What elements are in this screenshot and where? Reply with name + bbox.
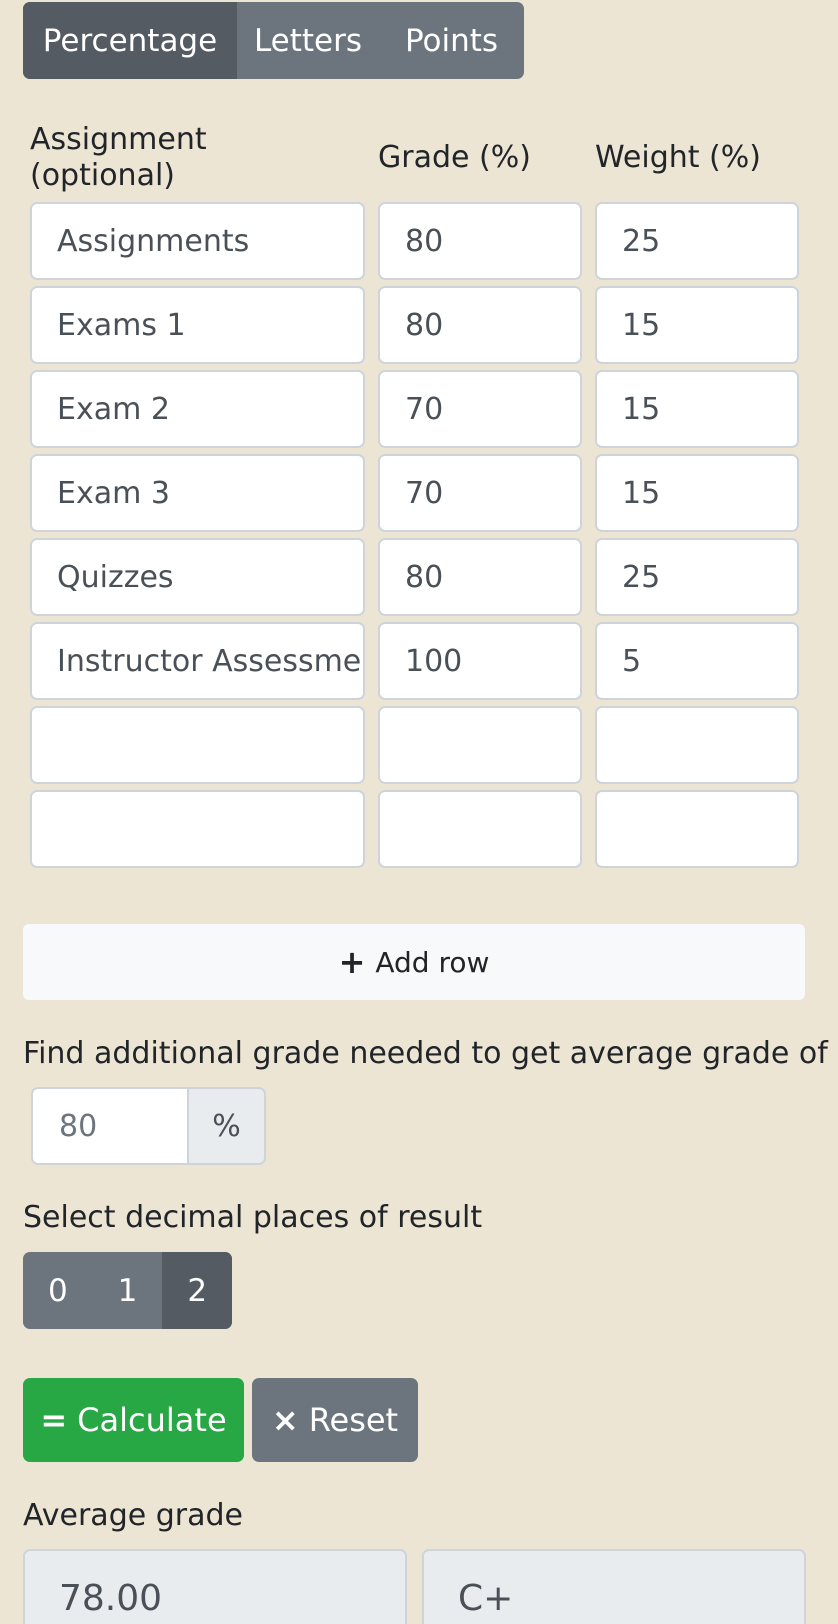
plus-icon: + (338, 943, 366, 981)
decimal-places-selector (23, 1252, 232, 1329)
percent-addon: % (187, 1087, 266, 1165)
add-row-label: Add row (375, 945, 490, 979)
reset-button[interactable] (252, 1378, 418, 1462)
reset-label: Reset (308, 1401, 399, 1439)
decimal-option-0[interactable]: 0 (47, 1272, 68, 1309)
grade-input[interactable]: 80 (378, 538, 582, 616)
weight-input[interactable]: 25 (595, 538, 799, 616)
grade-input[interactable]: 80 (378, 286, 582, 364)
weight-input[interactable]: 5 (595, 622, 799, 700)
assignment-name-input[interactable] (30, 706, 365, 784)
decimal-option-2[interactable]: 2 (162, 1252, 232, 1329)
average-letter-grade: C+ (422, 1549, 806, 1624)
grade-input[interactable]: 70 (378, 454, 582, 532)
grade-input[interactable]: 100 (378, 622, 582, 700)
grade-input[interactable]: 80 (378, 202, 582, 280)
weight-input[interactable] (595, 706, 799, 784)
table-row (0, 286, 838, 364)
tab-percentage[interactable]: Percentage (23, 2, 237, 79)
decimal-places-label: Select decimal places of result (23, 1200, 483, 1235)
weight-input[interactable]: 15 (595, 286, 799, 364)
tab-points[interactable]: Points (404, 22, 499, 59)
average-grade-label: Average grade (23, 1498, 243, 1533)
table-row (0, 790, 838, 868)
assignment-name-input[interactable]: Quizzes (30, 538, 365, 616)
assignment-name-input[interactable]: Exams 1 (30, 286, 365, 364)
table-row (0, 202, 838, 280)
header-weight: Weight (%) (595, 140, 761, 175)
assignment-name-input[interactable]: Exam 3 (30, 454, 365, 532)
grade-input[interactable] (378, 790, 582, 868)
weight-input[interactable]: 15 (595, 454, 799, 532)
table-row (0, 622, 838, 700)
calculate-label: Calculate (77, 1401, 227, 1439)
assignment-name-input[interactable]: Assignments (30, 202, 365, 280)
grade-mode-selector (23, 2, 524, 79)
weight-input[interactable]: 25 (595, 202, 799, 280)
decimal-option-1[interactable]: 1 (117, 1272, 138, 1309)
close-icon: × (271, 1401, 299, 1439)
table-row (0, 538, 838, 616)
equals-icon: = (40, 1401, 68, 1439)
header-assignment: Assignment (optional) (30, 122, 207, 193)
assignment-name-input[interactable] (30, 790, 365, 868)
assignment-name-input[interactable]: Instructor Assessme (30, 622, 365, 700)
target-grade-label: Find additional grade needed to get average grade of (23, 1036, 828, 1071)
calculate-button[interactable] (23, 1378, 244, 1462)
weight-input[interactable]: 15 (595, 370, 799, 448)
assignment-name-input[interactable]: Exam 2 (30, 370, 365, 448)
target-grade-input[interactable]: 80 (31, 1087, 188, 1165)
table-row (0, 370, 838, 448)
grade-input[interactable] (378, 706, 582, 784)
add-row-button[interactable] (23, 924, 805, 1000)
table-row (0, 706, 838, 784)
table-row (0, 454, 838, 532)
grade-input[interactable]: 70 (378, 370, 582, 448)
header-grade: Grade (%) (378, 140, 531, 175)
average-grade-value: 78.00 (23, 1549, 407, 1624)
tab-letters[interactable]: Letters (253, 22, 363, 59)
weight-input[interactable] (595, 790, 799, 868)
